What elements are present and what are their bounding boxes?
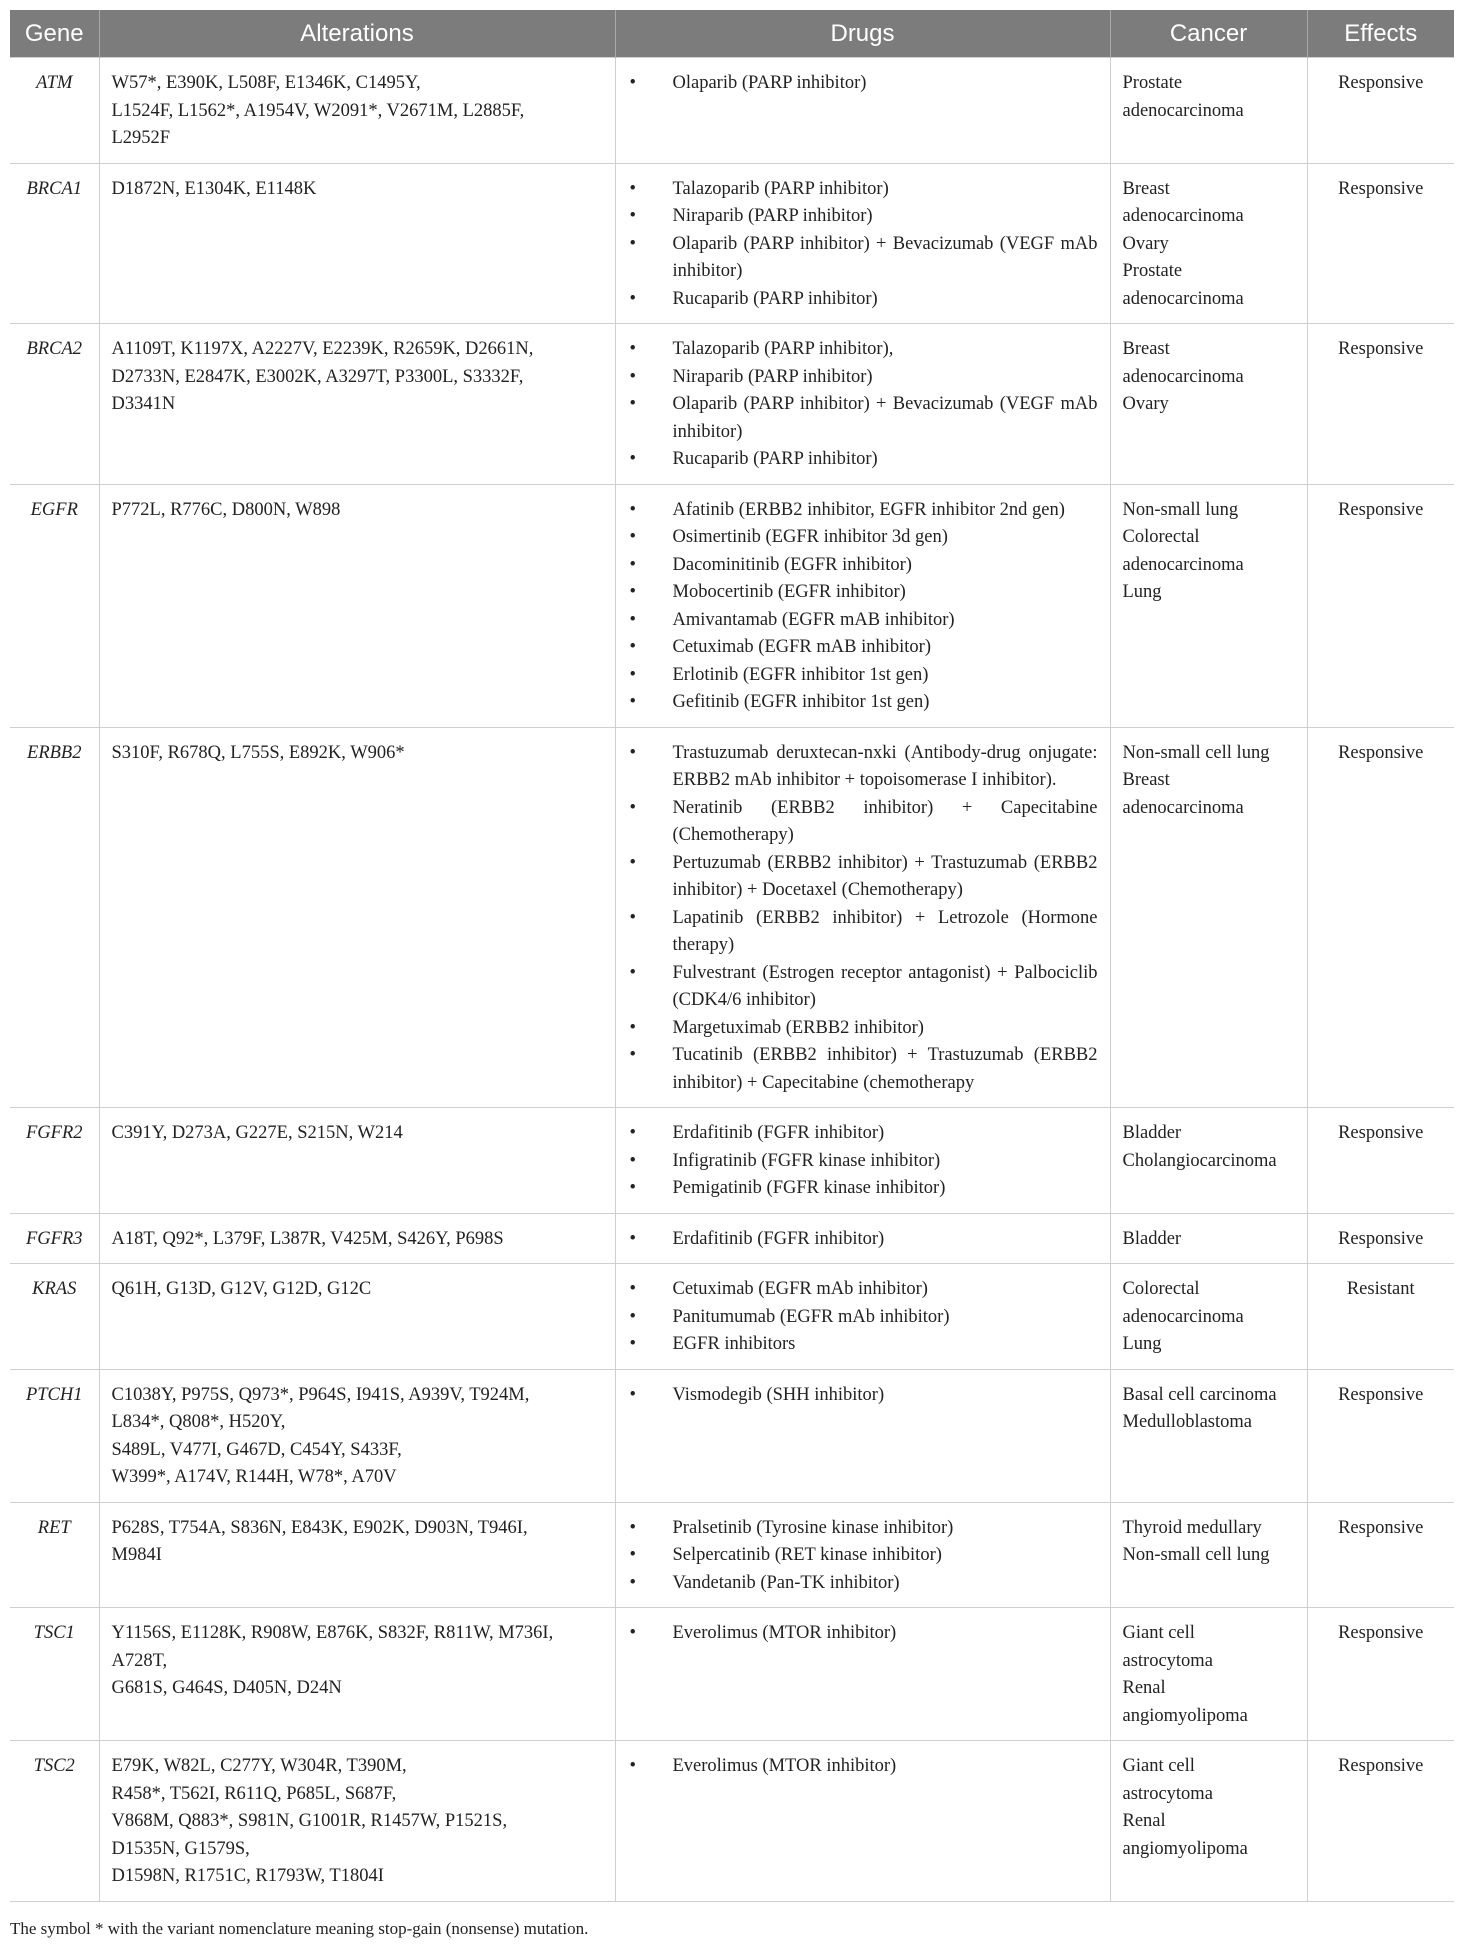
- alterations-cell: [99, 727, 615, 1108]
- alteration-line: W57*, E390K, L508F, E1346K, C1495Y,: [111, 73, 421, 93]
- drug-item: • Trastuzumab deruxtecan-nxki (Antibody-drug onjugate: ERBB2 mAb inhibitor + topoisomerase I inhibitor).: [628, 740, 1098, 795]
- effect-cell: Responsive: [1307, 163, 1454, 324]
- cancer-line: Basal cell carcinoma: [1122, 1384, 1277, 1405]
- drug-item: • Vismodegib (SHH inhibitor): [628, 1382, 1098, 1410]
- alteration-line: P628S, T754A, S836N, E843K, E902K, D903N, T946I,: [111, 1517, 528, 1538]
- drug-item: • Cetuximab (EGFR mAb inhibitor): [628, 1276, 1098, 1304]
- table-row: [10, 1213, 1454, 1264]
- cancer-line: Medulloblastoma: [1122, 1412, 1252, 1432]
- alterations-cell: [99, 58, 615, 164]
- gene-cell: PTCH1: [10, 1369, 99, 1502]
- alteration-line: A1109T, K1197X, A2227V, E2239K, R2659K, D2661N,: [111, 339, 534, 359]
- alteration-line: C1038Y, P975S, Q973*, P964S, I941S, A939V, T924M,: [111, 1384, 530, 1405]
- drug-item: • Lapatinib (ERBB2 inhibitor) + Letrozole (Hormone therapy): [628, 905, 1098, 960]
- drugs-cell: [615, 1264, 1110, 1370]
- effect-cell: Responsive: [1307, 1741, 1454, 1902]
- cancer-cell: [1110, 484, 1307, 727]
- drug-item: • Infigratinib (FGFR kinase inhibitor): [628, 1148, 1098, 1176]
- cancer-cell: [1110, 727, 1307, 1108]
- drug-list: [628, 1120, 1098, 1203]
- alteration-line: A18T, Q92*, L379F, L387R, V425M, S426Y, P698S: [111, 1228, 504, 1249]
- drug-item: • Afatinib (ERBB2 inhibitor, EGFR inhibitor 2nd gen): [628, 497, 1098, 525]
- cancer-line: Bladder: [1122, 1123, 1182, 1143]
- drug-item: • Vandetanib (Pan-TK inhibitor): [628, 1570, 1098, 1598]
- drug-list: [628, 1382, 1098, 1410]
- alterations-cell: [99, 1264, 615, 1370]
- drug-item: • Everolimus (MTOR inhibitor): [628, 1753, 1098, 1781]
- cancer-cell: [1110, 324, 1307, 485]
- table-row: [10, 484, 1454, 727]
- drug-item: • Mobocertinib (EGFR inhibitor): [628, 579, 1098, 607]
- cancer-line: Cholangiocarcinoma: [1122, 1150, 1277, 1171]
- drug-item: • Olaparib (PARP inhibitor) + Bevacizumab (VEGF mAb inhibitor): [628, 391, 1098, 446]
- gene-cell: ATM: [10, 58, 99, 164]
- drug-list: [628, 1226, 1098, 1254]
- drug-item: • Tucatinib (ERBB2 inhibitor) + Trastuzumab (ERBB2 inhibitor) + Capecitabine (chemotherapy: [628, 1042, 1098, 1097]
- header-gene: Gene: [10, 10, 99, 58]
- drug-item: • Niraparib (PARP inhibitor): [628, 364, 1098, 392]
- alteration-line: E79K, W82L, C277Y, W304R, T390M,: [111, 1756, 407, 1776]
- gene-cell: EGFR: [10, 484, 99, 727]
- drugs-cell: [615, 727, 1110, 1108]
- alteration-line: A728T,: [111, 1650, 168, 1671]
- effect-cell: Responsive: [1307, 484, 1454, 727]
- drug-item: • Erdafitinib (FGFR inhibitor): [628, 1226, 1098, 1254]
- header-drugs: Drugs: [615, 10, 1110, 58]
- drug-item: • Olaparib (PARP inhibitor) + Bevacizumab (VEGF mAb inhibitor): [628, 231, 1098, 286]
- cancer-line: Breast: [1122, 178, 1170, 199]
- alteration-line: M984I: [111, 1545, 162, 1565]
- table-row: [10, 1108, 1454, 1214]
- cancer-line: angiomyolipoma: [1122, 1838, 1248, 1859]
- gene-cell: TSC1: [10, 1608, 99, 1741]
- drug-item: • Gefitinib (EGFR inhibitor 1st gen): [628, 689, 1098, 717]
- drug-list: [628, 1515, 1098, 1598]
- cancer-line: Ovary: [1122, 394, 1169, 414]
- drug-item: • Erlotinib (EGFR inhibitor 1st gen): [628, 662, 1098, 690]
- drug-item: • Pertuzumab (ERBB2 inhibitor) + Trastuzumab (ERBB2 inhibitor) + Docetaxel (Chemotherapy): [628, 850, 1098, 905]
- cancer-line: adenocarcinoma: [1122, 554, 1244, 575]
- cancer-line: Non-small cell lung: [1122, 1545, 1270, 1565]
- alterations-cell: [99, 1502, 615, 1608]
- alteration-line: S310F, R678Q, L755S, E892K, W906*: [111, 742, 405, 763]
- header-row: [10, 10, 1454, 58]
- cancer-line: Colorectal: [1122, 527, 1200, 547]
- effect-cell: Responsive: [1307, 58, 1454, 164]
- drug-item: • Dacominitinib (EGFR inhibitor): [628, 552, 1098, 580]
- drug-item: • Amivantamab (EGFR mAB inhibitor): [628, 607, 1098, 635]
- drugs-cell: [615, 1608, 1110, 1741]
- cancer-line: Giant cell: [1122, 1623, 1195, 1643]
- cancer-line: adenocarcinoma: [1122, 1306, 1244, 1327]
- cancer-cell: [1110, 1264, 1307, 1370]
- header-cancer: Cancer: [1110, 10, 1307, 58]
- alteration-line: S489L, V477I, G467D, C454Y, S433F,: [111, 1439, 402, 1460]
- effect-cell: Responsive: [1307, 324, 1454, 485]
- drug-list: [628, 176, 1098, 314]
- gene-cell: TSC2: [10, 1741, 99, 1902]
- alterations-cell: [99, 1608, 615, 1741]
- cancer-cell: [1110, 163, 1307, 324]
- alterations-cell: [99, 1369, 615, 1502]
- footnote: The symbol * with the variant nomenclature meaning stop-gain (nonsense) mutation.: [10, 1919, 589, 1938]
- cancer-line: astrocytoma: [1122, 1783, 1213, 1804]
- cancer-cell: [1110, 1608, 1307, 1741]
- gene-cell: BRCA2: [10, 324, 99, 485]
- cancer-line: Lung: [1122, 1334, 1162, 1354]
- alterations-cell: [99, 1213, 615, 1264]
- drugs-cell: [615, 1108, 1110, 1214]
- drug-list: [628, 1753, 1098, 1781]
- cancer-cell: [1110, 1502, 1307, 1608]
- alteration-line: L1524F, L1562*, A1954V, W2091*, V2671M, L2885F,: [111, 100, 525, 121]
- effect-cell: Responsive: [1307, 1502, 1454, 1608]
- alterations-cell: [99, 324, 615, 485]
- alteration-line: D1598N, R1751C, R1793W, T1804I: [111, 1866, 384, 1886]
- effect-cell: Responsive: [1307, 1108, 1454, 1214]
- gene-cell: ERBB2: [10, 727, 99, 1108]
- gene-cell: FGFR3: [10, 1213, 99, 1264]
- drugs-cell: [615, 163, 1110, 324]
- drug-item: • Pralsetinib (Tyrosine kinase inhibitor): [628, 1515, 1098, 1543]
- table-row: [10, 1502, 1454, 1608]
- table-row: [10, 1369, 1454, 1502]
- drug-list: [628, 740, 1098, 1098]
- cancer-line: Non-small lung: [1122, 499, 1239, 520]
- table-row: [10, 1741, 1454, 1902]
- alteration-line: C391Y, D273A, G227E, S215N, W214: [111, 1123, 403, 1143]
- drug-list: [628, 1620, 1098, 1648]
- cancer-cell: [1110, 1213, 1307, 1264]
- cancer-cell: [1110, 1108, 1307, 1214]
- cancer-line: Renal: [1122, 1678, 1166, 1698]
- drug-item: • Cetuximab (EGFR mAB inhibitor): [628, 634, 1098, 662]
- drug-item: • Talazoparib (PARP inhibitor): [628, 176, 1098, 204]
- cancer-line: Colorectal: [1122, 1279, 1200, 1299]
- alteration-line: D3341N: [111, 394, 176, 414]
- drug-item: • Panitumumab (EGFR mAb inhibitor): [628, 1304, 1098, 1332]
- cancer-line: Giant cell: [1122, 1756, 1195, 1776]
- drugs-cell: [615, 1369, 1110, 1502]
- alteration-line: P772L, R776C, D800N, W898: [111, 499, 341, 520]
- drugs-cell: [615, 324, 1110, 485]
- drug-item: • Rucaparib (PARP inhibitor): [628, 286, 1098, 314]
- cancer-line: adenocarcinoma: [1122, 100, 1244, 121]
- gene-drug-table: [10, 10, 1454, 1902]
- alteration-line: D2733N, E2847K, E3002K, A3297T, P3300L, S3332F,: [111, 366, 524, 387]
- alteration-line: W399*, A174V, R144H, W78*, A70V: [111, 1467, 397, 1487]
- cancer-line: astrocytoma: [1122, 1650, 1213, 1671]
- drugs-cell: [615, 1213, 1110, 1264]
- cancer-cell: [1110, 1369, 1307, 1502]
- cancer-line: Non-small cell lung: [1122, 742, 1270, 763]
- drug-item: • EGFR inhibitors: [628, 1331, 1098, 1359]
- drug-item: • Neratinib (ERBB2 inhibitor) + Capecitabine (Chemotherapy): [628, 795, 1098, 850]
- gene-cell: KRAS: [10, 1264, 99, 1370]
- drug-item: • Margetuximab (ERBB2 inhibitor): [628, 1015, 1098, 1043]
- drug-list: [628, 1276, 1098, 1359]
- cancer-line: Thyroid medullary: [1122, 1517, 1262, 1538]
- effect-cell: Responsive: [1307, 1213, 1454, 1264]
- header-alterations: Alterations: [99, 10, 615, 58]
- alterations-cell: [99, 1741, 615, 1902]
- alterations-cell: [99, 484, 615, 727]
- cancer-line: adenocarcinoma: [1122, 288, 1244, 309]
- drug-item: • Erdafitinib (FGFR inhibitor): [628, 1120, 1098, 1148]
- table-row: [10, 324, 1454, 485]
- cancer-line: adenocarcinoma: [1122, 206, 1244, 226]
- drug-item: • Pemigatinib (FGFR kinase inhibitor): [628, 1175, 1098, 1203]
- drugs-cell: [615, 484, 1110, 727]
- effect-cell: Resistant: [1307, 1264, 1454, 1370]
- cancer-line: adenocarcinoma: [1122, 797, 1244, 818]
- cancer-line: Renal: [1122, 1811, 1166, 1831]
- drugs-cell: [615, 1502, 1110, 1608]
- alteration-line: Q61H, G13D, G12V, G12D, G12C: [111, 1279, 372, 1299]
- cancer-line: Prostate: [1122, 73, 1183, 93]
- drug-item: • Osimertinib (EGFR inhibitor 3d gen): [628, 524, 1098, 552]
- table-row: [10, 58, 1454, 164]
- table-row: [10, 727, 1454, 1108]
- drug-item: • Talazoparib (PARP inhibitor),: [628, 336, 1098, 364]
- table-row: [10, 1264, 1454, 1370]
- drug-item: • Selpercatinib (RET kinase inhibitor): [628, 1542, 1098, 1570]
- effect-cell: Responsive: [1307, 1608, 1454, 1741]
- table-row: [10, 1608, 1454, 1741]
- cancer-line: adenocarcinoma: [1122, 366, 1244, 387]
- gene-cell: RET: [10, 1502, 99, 1608]
- alterations-cell: [99, 163, 615, 324]
- alteration-line: D1535N, G1579S,: [111, 1838, 250, 1859]
- cancer-line: Bladder: [1122, 1228, 1182, 1249]
- alteration-line: D1872N, E1304K, E1148K: [111, 178, 317, 199]
- alteration-line: V868M, Q883*, S981N, G1001R, R1457W, P1521S,: [111, 1811, 508, 1831]
- gene-cell: FGFR2: [10, 1108, 99, 1214]
- alteration-line: R458*, T562I, R611Q, P685L, S687F,: [111, 1783, 397, 1804]
- effect-cell: Responsive: [1307, 1369, 1454, 1502]
- table-row: [10, 163, 1454, 324]
- effect-cell: Responsive: [1307, 727, 1454, 1108]
- drug-list: [628, 70, 1098, 98]
- drug-item: • Fulvestrant (Estrogen receptor antagonist) + Palbociclib (CDK4/6 inhibitor): [628, 960, 1098, 1015]
- drug-item: • Rucaparib (PARP inhibitor): [628, 446, 1098, 474]
- cancer-line: Breast: [1122, 339, 1170, 359]
- cancer-cell: [1110, 1741, 1307, 1902]
- drug-item: • Olaparib (PARP inhibitor): [628, 70, 1098, 98]
- cancer-line: Breast: [1122, 770, 1170, 790]
- alteration-line: L834*, Q808*, H520Y,: [111, 1412, 286, 1432]
- drugs-cell: [615, 1741, 1110, 1902]
- drug-item: • Niraparib (PARP inhibitor): [628, 203, 1098, 231]
- drug-list: [628, 336, 1098, 474]
- cancer-line: angiomyolipoma: [1122, 1705, 1248, 1726]
- gene-cell: BRCA1: [10, 163, 99, 324]
- drugs-cell: [615, 58, 1110, 164]
- drug-item: • Everolimus (MTOR inhibitor): [628, 1620, 1098, 1648]
- cancer-cell: [1110, 58, 1307, 164]
- alterations-cell: [99, 1108, 615, 1214]
- cancer-line: Ovary: [1122, 233, 1169, 254]
- alteration-line: Y1156S, E1128K, R908W, E876K, S832F, R811W, M736I,: [111, 1623, 554, 1643]
- cancer-line: Prostate: [1122, 261, 1183, 281]
- alteration-line: L2952F: [111, 128, 171, 148]
- cancer-line: Lung: [1122, 582, 1162, 602]
- alteration-line: G681S, G464S, D405N, D24N: [111, 1678, 342, 1698]
- drug-list: [628, 497, 1098, 717]
- header-effects: Effects: [1307, 10, 1454, 58]
